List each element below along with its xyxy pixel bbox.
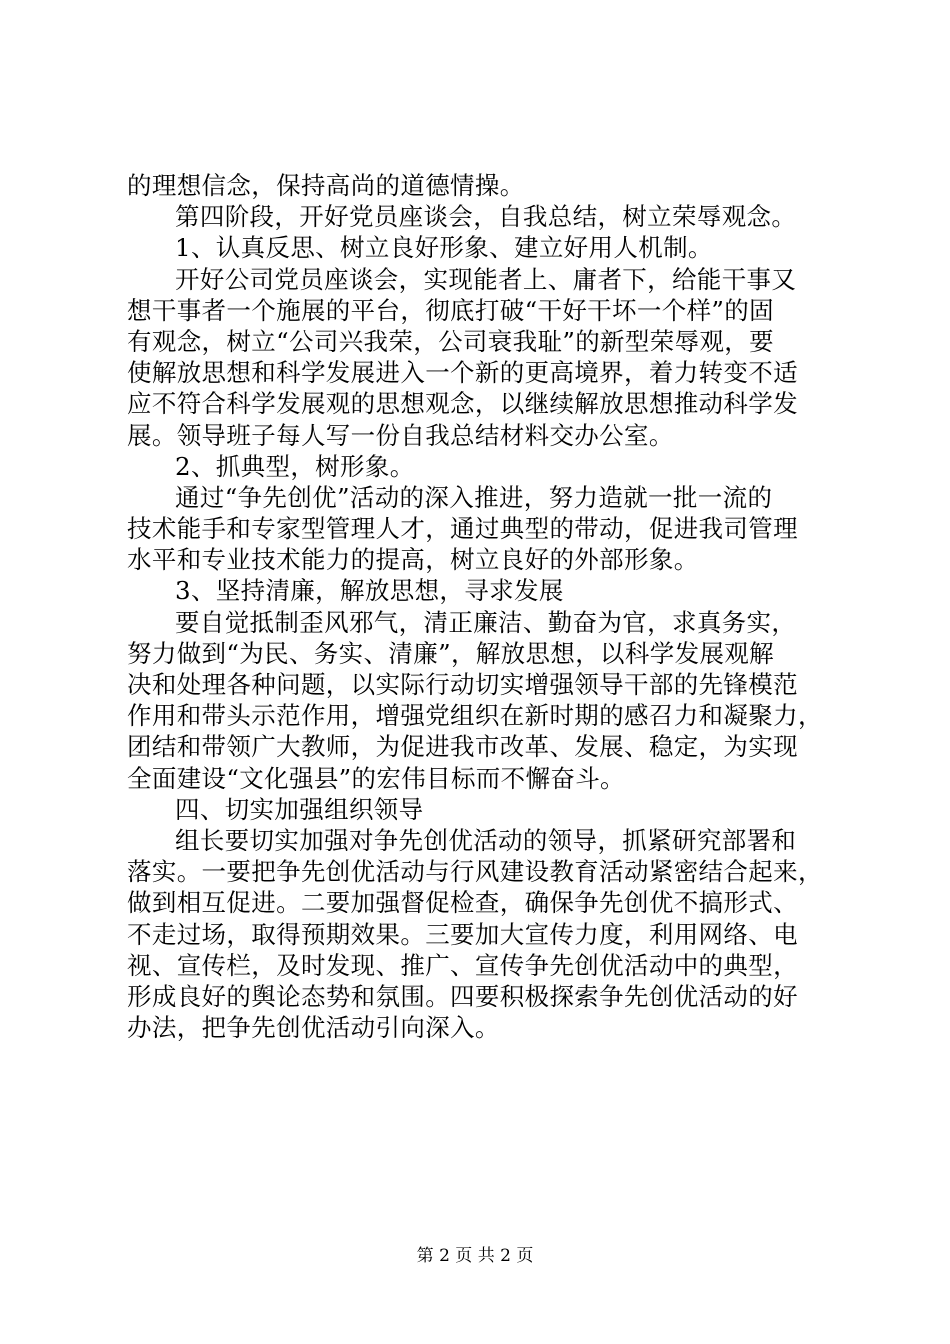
text-line: 水平和专业技术能力的提高，树立良好的外部形象。 bbox=[127, 545, 699, 575]
document-body bbox=[127, 170, 837, 1043]
text-line: 决和处理各种问题，以实际行动切实增强领导干部的先锋模范 bbox=[127, 670, 798, 699]
text-line: 视、宣传栏，及时发现、推广、宣传争先创优活动中的典型， bbox=[127, 950, 798, 980]
text-line: 形成良好的舆论态势和氛围。四要积极探索争先创优活动的好 bbox=[127, 981, 798, 1011]
text-line: 组长要切实加强对争先创优活动的领导，抓紧研究部署和 bbox=[175, 825, 797, 855]
text-line: 3、坚持清廉，解放思想，寻求发展 bbox=[175, 576, 564, 606]
text-line: 办法，把争先创优活动引向深入。 bbox=[127, 1013, 500, 1043]
text-line: 技术能手和专家型管理人才，通过典型的带动，促进我司管理 bbox=[127, 514, 798, 544]
text-line: 全面建设“文化强县”的宏伟目标而不懈奋斗。 bbox=[127, 763, 625, 793]
text-line: 第四阶段，开好党员座谈会，自我总结，树立荣辱观念。 bbox=[175, 202, 797, 232]
text-line: 2、抓典型，树形象。 bbox=[175, 451, 415, 481]
text-line: 四、切实加强组织领导 bbox=[175, 794, 424, 824]
text-line: 应不符合科学发展观的思想观念，以继续解放思想推动科学发 bbox=[127, 389, 798, 419]
text-line: 的理想信念，保持高尚的道德情操。 bbox=[127, 171, 525, 200]
text-line: 不走过场，取得预期效果。三要加大宣传力度，利用网络、电 bbox=[127, 919, 798, 949]
text-line: 有观念，树立“公司兴我荣，公司衰我耻”的新型荣辱观，要 bbox=[127, 326, 774, 356]
text-line: 做到相互促进。二要加强督促检查，确保争先创优不搞形式、 bbox=[127, 888, 798, 918]
text-line: 通过“争先创优”活动的深入推进，努力造就一批一流的 bbox=[175, 482, 773, 512]
text-line: 作用和带头示范作用，增强党组织在新时期的感召力和凝聚力， bbox=[127, 701, 823, 731]
text-line: 要自觉抵制歪风邪气，清正廉洁、勤奋为官，求真务实， bbox=[175, 607, 797, 637]
text-line: 开好公司党员座谈会，实现能者上、庸者下，给能干事又 bbox=[175, 264, 797, 294]
text-line: 团结和带领广大教师，为促进我市改革、发展、稳定，为实现 bbox=[127, 732, 798, 762]
text-line: 1、认真反思、树立良好形象、建立好用人机制。 bbox=[175, 233, 713, 263]
text-line: 使解放思想和科学发展进入一个新的更高境界，着力转变不适 bbox=[127, 358, 798, 388]
page-footer: 第 2 页 共 2 页 bbox=[416, 1246, 534, 1266]
text-line: 展。领导班子每人写一份自我总结材料交办公室。 bbox=[127, 420, 674, 450]
text-line: 努力做到“为民、务实、清廉”，解放思想，以科学发展观解 bbox=[127, 638, 774, 668]
text-line: 想干事者一个施展的平台，彻底打破“干好干坏一个样”的固 bbox=[127, 295, 774, 325]
text-line: 落实。一要把争先创优活动与行风建设教育活动紧密结合起来， bbox=[127, 857, 823, 887]
